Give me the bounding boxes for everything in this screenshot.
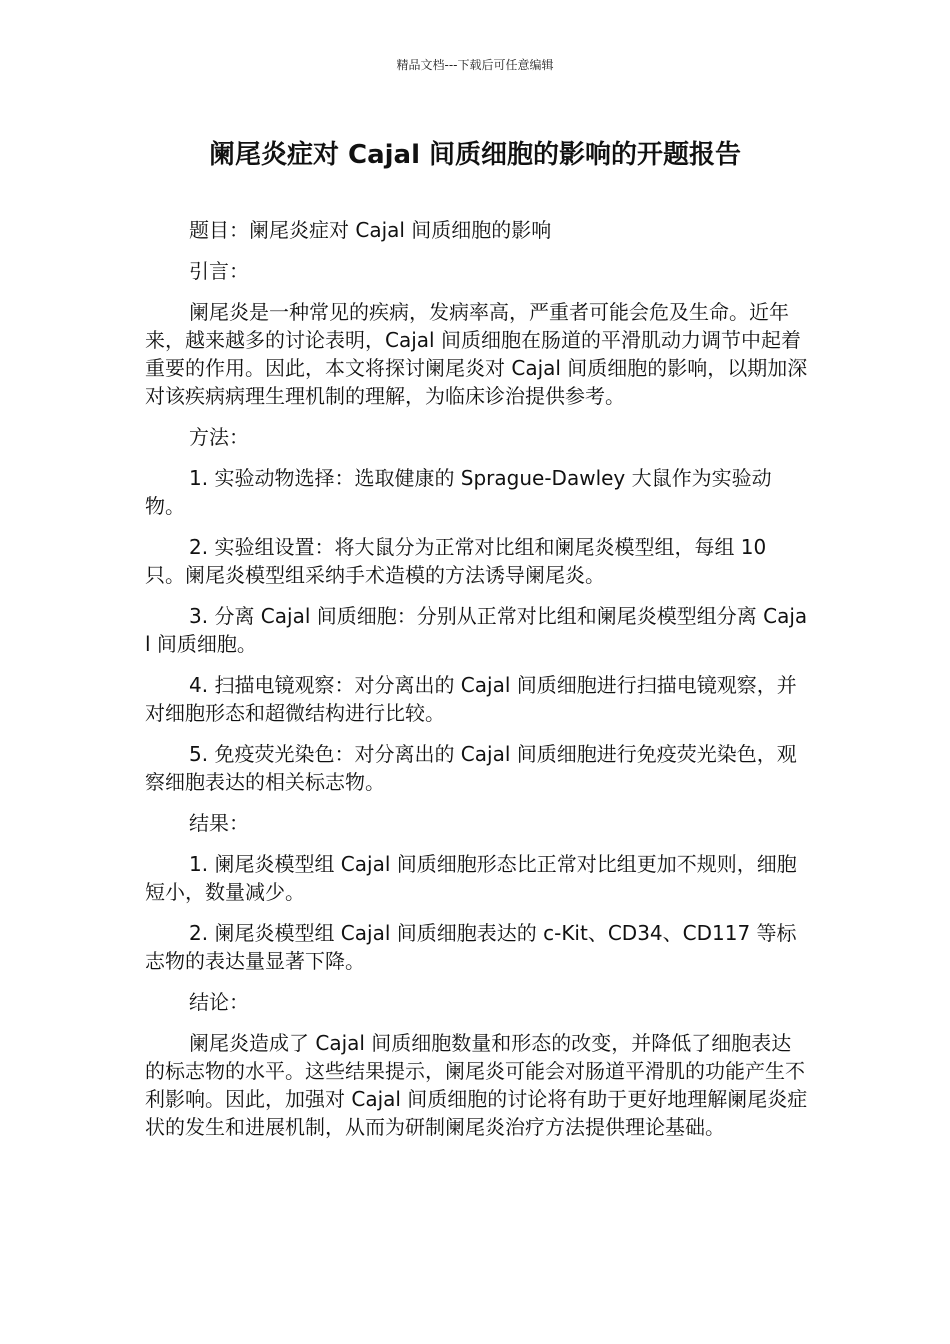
method-item: 1. 实验动物选择：选取健康的 Sprague-Dawley 大鼠作为实验动物。 — [145, 466, 772, 518]
topic-line: 题目：阑尾炎症对 Cajal 间质细胞的影响 — [189, 218, 552, 242]
page-header-note: 精品文档---下载后可任意编辑 — [396, 58, 554, 72]
method-item: 3. 分离 Cajal 间质细胞：分别从正常对比组和阑尾炎模型组分离 Cajal 间质细胞。 — [145, 604, 808, 656]
introduction-paragraph: 阑尾炎是一种常见的疾病，发病率高，严重者可能会危及生命。近年来，越来越多的讨论表明，Cajal 间质细胞在肠道的平滑肌动力调节中起着重要的作用。因此，本文将探讨阑尾炎对 Cajal 间质细胞的影响，以期加深对该疾病病理生理机制的理解，为临床诊治提供参考。 — [145, 300, 808, 408]
method-item: 2. 实验组设置：将大鼠分为正常对比组和阑尾炎模型组，每组 10 只。阑尾炎模型组采纳手术造模的方法诱导阑尾炎。 — [145, 535, 767, 587]
section-heading-results: 结果： — [189, 811, 249, 835]
section-heading-methods: 方法： — [189, 425, 249, 449]
result-item: 1. 阑尾炎模型组 Cajal 间质细胞形态比正常对比组更加不规则，细胞短小，数量减少。 — [145, 852, 797, 904]
section-heading-introduction: 引言： — [189, 259, 249, 283]
result-item: 2. 阑尾炎模型组 Cajal 间质细胞表达的 c-Kit、CD34、CD117 等标志物的表达量显著下降。 — [145, 921, 797, 973]
document-body — [145, 216, 809, 1154]
method-item: 5. 免疫荧光染色：对分离出的 Cajal 间质细胞进行免疫荧光染色，观察细胞表达的相关标志物。 — [145, 742, 797, 794]
section-heading-conclusion: 结论： — [189, 990, 249, 1014]
document-title: 阑尾炎症对 Cajal 间质细胞的影响的开题报告 — [208, 140, 742, 170]
conclusion-paragraph: 阑尾炎造成了 Cajal 间质细胞数量和形态的改变，并降低了细胞表达的标志物的水平。这些结果提示，阑尾炎可能会对肠道平滑肌的功能产生不利影响。因此，加强对 Cajal 间质细胞的讨论将有助于更好地理解阑尾炎症状的发生和进展机制，从而为研制阑尾炎治疗方法提供理论基础。 — [145, 1031, 808, 1139]
method-item: 4. 扫描电镜观察：对分离出的 Cajal 间质细胞进行扫描电镜观察，并对细胞形态和超微结构进行比较。 — [145, 673, 797, 725]
